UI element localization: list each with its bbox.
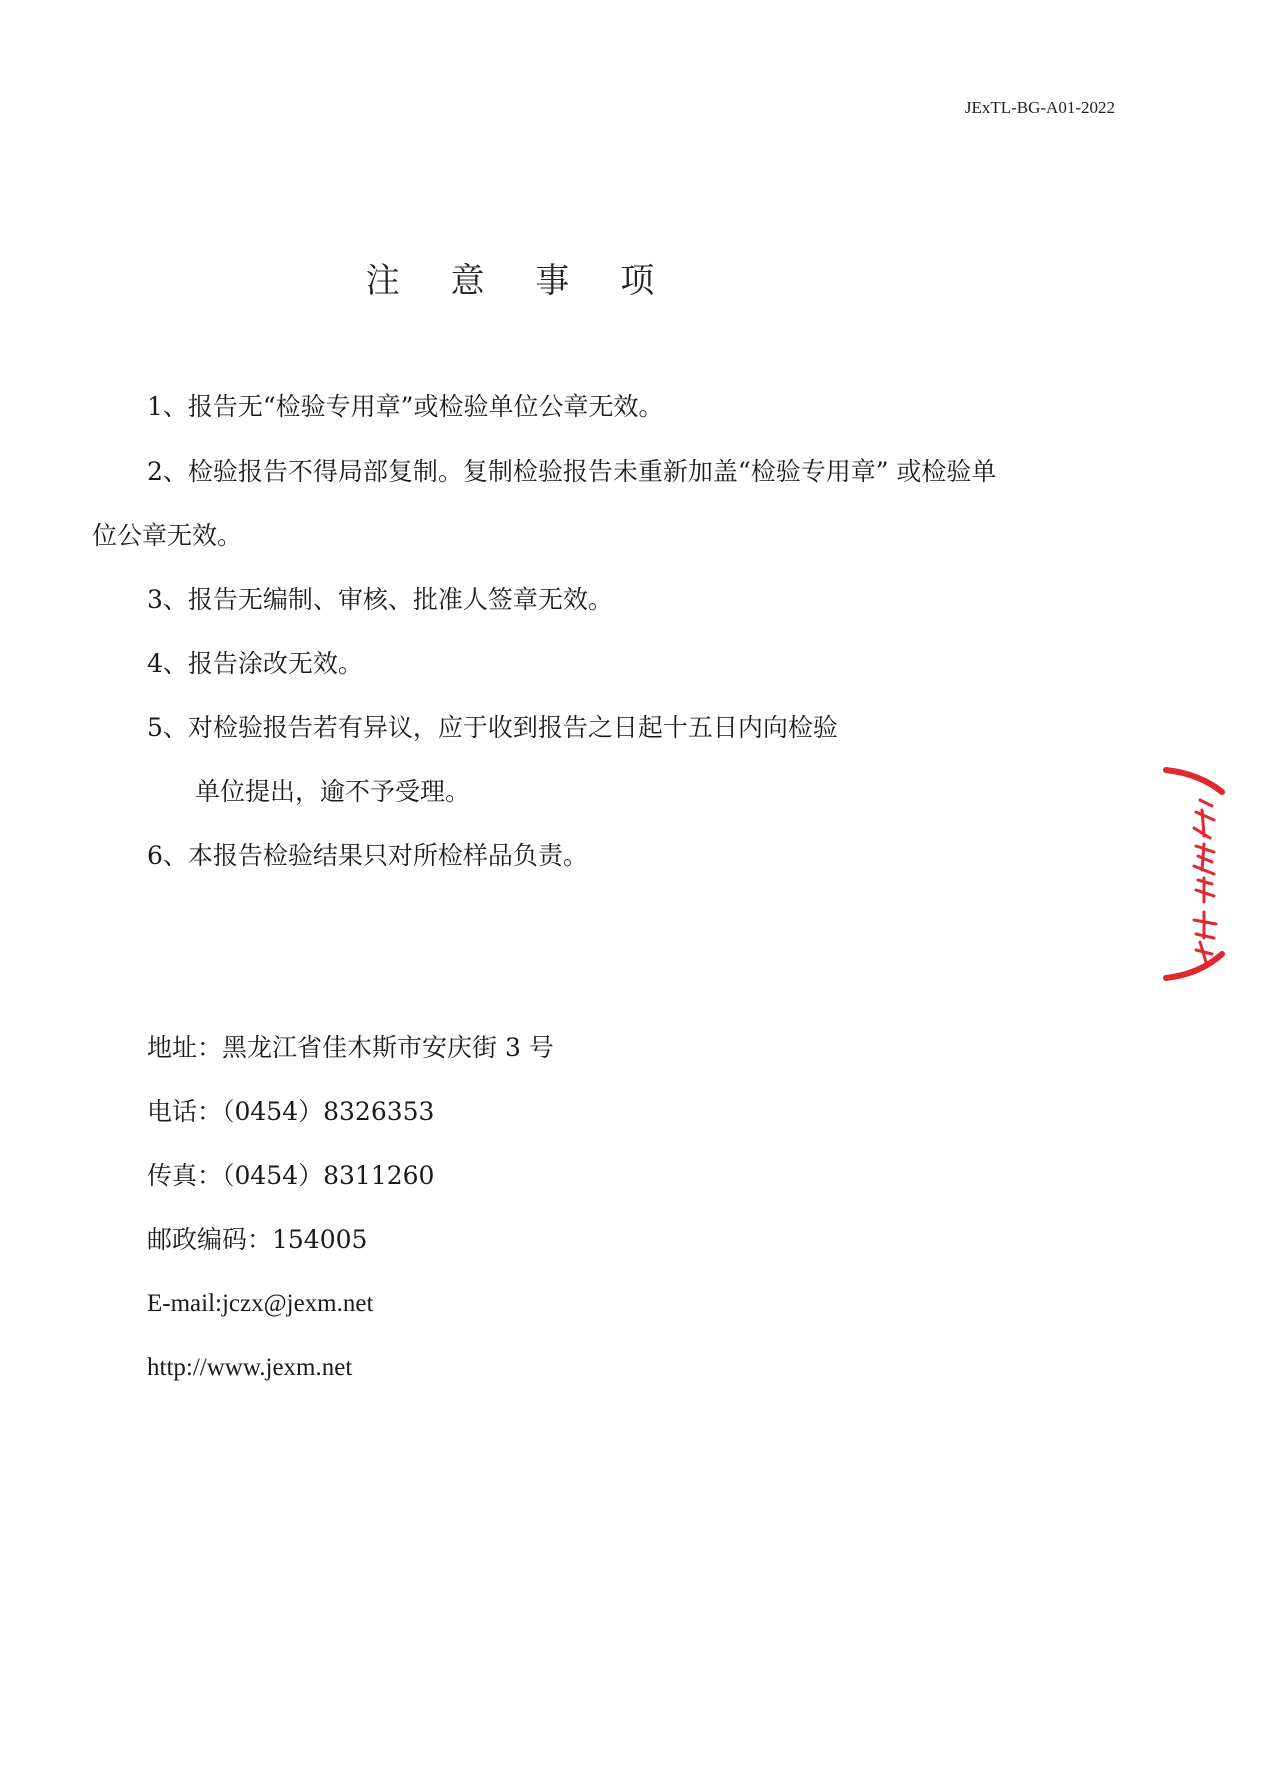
notice-item-1: 1、报告无“检验专用章”或检验单位公章无效。 bbox=[147, 392, 664, 421]
notice-item-3: 3、报告无编制、审核、批准人签章无效。 bbox=[147, 585, 613, 614]
contact-email: E-mail:jczx@jexm.net bbox=[147, 1290, 374, 1317]
contact-fax: 传真：（0454）8311260 bbox=[147, 1161, 435, 1190]
contact-website: http://www.jexm.net bbox=[147, 1354, 353, 1381]
notice-item-2-continued: 位公章无效。 bbox=[92, 521, 243, 550]
page-title: 注 意 事 项 bbox=[365, 261, 675, 301]
notice-item-5-continued: 单位提出，逾不予受理。 bbox=[195, 777, 471, 806]
contact-postcode: 邮政编码：154005 bbox=[147, 1225, 368, 1254]
notice-item-6: 6、本报告检验结果只对所检样品负责。 bbox=[147, 841, 588, 870]
notice-item-4: 4、报告涂改无效。 bbox=[147, 649, 363, 678]
notice-item-5: 5、对检验报告若有异议，应于收到报告之日起十五日内向检验 bbox=[147, 713, 838, 742]
seal-stamp-fragment bbox=[1160, 762, 1230, 982]
document-code: JExTL-BG-A01-2022 bbox=[964, 98, 1115, 117]
contact-phone: 电话：（0454）8326353 bbox=[147, 1097, 435, 1126]
notice-item-2: 2、检验报告不得局部复制。复制检验报告未重新加盖“检验专用章” 或检验单 bbox=[147, 457, 997, 486]
contact-address: 地址：黑龙江省佳木斯市安庆街 3 号 bbox=[147, 1033, 554, 1062]
